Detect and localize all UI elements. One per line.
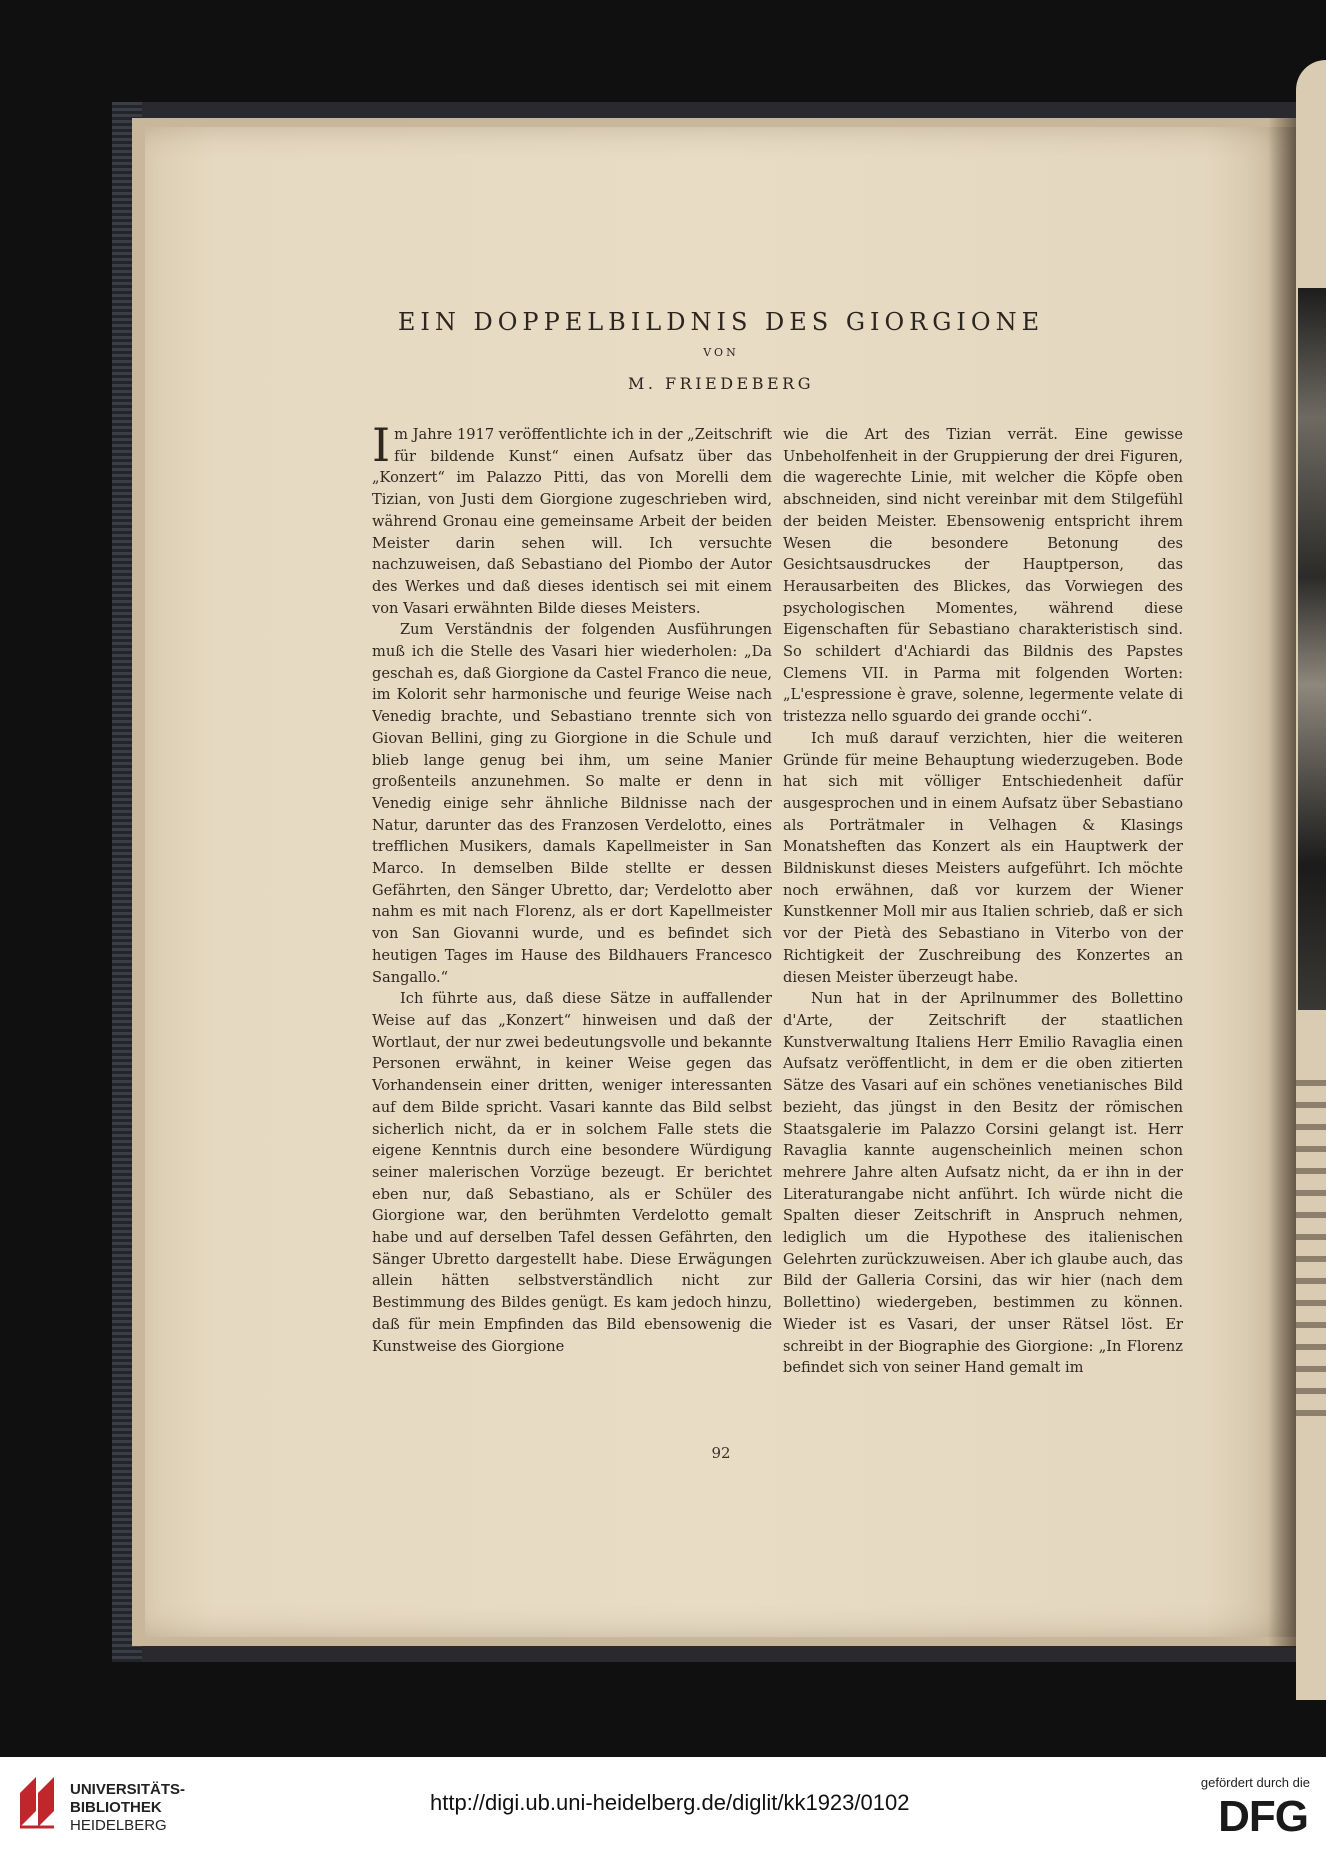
dfg-logo-icon: DFG xyxy=(1218,1792,1308,1841)
text-column-left xyxy=(372,424,772,1404)
institution-name-line3: HEIDELBERG xyxy=(70,1817,167,1834)
article-title: EIN DOPPELBILDNIS DES GIORGIONE xyxy=(397,308,1045,336)
paragraph: Ich führte aus, daß diese Sätze in auffallender Weise auf das „Konzert“ hinweisen und daß der Wortlaut, der nur zwei bedeutungsvolle und bekannte Personen erwähnt, in keiner Weise gegen das Vorhandensein einer dritten, weniger interessanten auf dem Bilde spricht. Vasari kannte das Bild selbst sicherlich nicht, da er in solchem Falle stets die eigene Kenntnis durch eine besondere Würdigung seiner malerischen Vorzüge bezeugt. Er berichtet eben nur, daß Sebastiano, als er Schüler des Giorgione war, den berühmten Verdelotto gemalt habe und auf derselben Tafel dessen Gefährten, den Sänger Ubretto dargestellt habe. Diese Erwägungen allein hätten selbstverständlich nicht zur Bestimmung des Bildes genügt. Es kam jedoch hinzu, daß für mein Empfinden das Bild ebensowenig die Kunstweise des Giorgione xyxy=(372,990,772,1355)
funded-by-label: gefördert durch die xyxy=(1200,1775,1310,1790)
page-number: 92 xyxy=(711,1444,731,1462)
paragraph: Im Jahre 1917 veröffentlichte ich in der „Zeitschrift für bildende Kunst“ einen Aufsatz über das „Konzert“ im Palazzo Pitti, das von Morelli dem Tizian, von Justi dem Giorgione zugeschrieben wird, während Gronau eine gemeinsame Arbeit der beiden Meister darin sehen will. Ich versuchte nachzuweisen, daß Sebastiano del Piombo der Autor des Werkes und daß dieses identisch sei mit einem von Vasari erwähnten Bilde dieses Meisters. xyxy=(372,424,772,617)
paragraph: Zum Verständnis der folgenden Ausführungen muß ich die Stelle des Vasari hier wiederholen: „Da geschah es, daß Giorgione da Castel Franco die neue, im Kolorit sehr harmonische und feurige Weise nach Venedig brachte, und Sebastiano trennte sich von Giovan Bellini, ging zu Giorgione in die Schule und blieb lange genug bei ihm, um seine Manier großenteils anzunehmen. So malte er denn in Venedig einige sehr ähnliche Bildnisse nach der Natur, darunter das des Franzosen Verdelotto, eines trefflichen Musikers, damals Kapellmeister in San Marco. In demselben Bilde stellte er dessen Gefährten, den Sänger Ubretto, dar; Verdelotto aber nahm es mit nach Florenz, als er dort Kapellmeister von San Giovanni wurde, und es befindet sich heutigen Tages im Hause des Bildhauers Francesco Sangallo.“ xyxy=(372,621,772,986)
footer-banner xyxy=(0,1757,1326,1852)
facing-page-text xyxy=(1296,1080,1326,1430)
article-author: M. FRIEDEBERG xyxy=(628,374,814,393)
document-url-link[interactable]: http://digi.ub.uni-heidelberg.de/diglit/kk1923/0102 xyxy=(430,1790,910,1815)
paragraph: wie die Art des Tizian verrät. Eine gewisse Unbeholfenheit in der Gruppierung der drei Figuren, die wagerechte Linie, mit welcher die Köpfe oben abschneiden, sind nicht vereinbar mit dem Stilgefühl der beiden Meister. Ebensowenig entspricht ihrem Wesen die besondere Betonung des Gesichtsausdruckes der Hauptperson, das Herausarbeiten des Blickes, das Vorwiegen des psychologischen Momentes, während diese Eigenschaften für Sebastiano charakteristisch sind. So schildert d'Achiardi das Bildnis des Papstes Clemens VII. in Parma mit folgenden Worten: „L'espressione è grave, solenne, legermente velate di tristezza nello sguardo dei grande occhi“. xyxy=(783,426,1183,726)
paragraph: Ich muß darauf verzichten, hier die weiteren Gründe für meine Behauptung wiederzugeben. Bode hat sich mit völliger Entschiedenheit dafür ausgesprochen und in einem Aufsatz über Sebastiano als Porträtmaler in Velhagen & Klasings Monatsheften das Konzert als ein Hauptwerk der Bildniskunst dieses Meisters aufgeführt. Ich möchte noch erwähnen, daß vor kurzem der Wiener Kunstkenner Moll mir aus Italien schrieb, daß er sich vor der Pietà des Sebastiano in Viterbo von der Richtigkeit der Zuschreibung des Konzertes an diesen Meister überzeugt habe. xyxy=(783,729,1183,986)
institution-name-line2: BIBLIOTHEK xyxy=(70,1799,162,1816)
text-column-right xyxy=(783,424,1183,1404)
byline-von: VON xyxy=(703,346,739,359)
facing-page-illustration xyxy=(1298,288,1326,1010)
paragraph: Nun hat in der Aprilnummer des Bollettino d'Arte, der Zeitschrift der staatlichen Kunstverwaltung Italiens Herr Emilio Ravaglia einen Aufsatz veröffentlicht, in dem er die oben zitierten Sätze des Vasari auf ein schönes venetianisches Bild bezieht, das jüngst in den Besitz der römischen Staatsgalerie im Palazzo Corsini gelangt ist. Herr Ravaglia kannte augenscheinlich meinen schon mehrere Jahre alten Aufsatz nicht, da er ihn in der Literaturangabe nicht anführt. Ich würde nicht die Spalten dieser Zeitschrift in Anspruch nehmen, lediglich um die Hypothese des italienischen Gelehrten zurückzuweisen. Aber ich glaube auch, das Bild der Galleria Corsini, das wir hier (nach dem Bollettino) wiedergeben, bestimmen zu können. Wieder ist es Vasari, der unser Rätsel löst. Er schreibt in der Biographie des Giorgione: „In Florenz befindet sich von seiner Hand gemalt im xyxy=(783,990,1183,1377)
university-library-logo-icon xyxy=(16,1771,58,1831)
institution-name-line1: UNIVERSITÄTS- xyxy=(70,1781,186,1798)
